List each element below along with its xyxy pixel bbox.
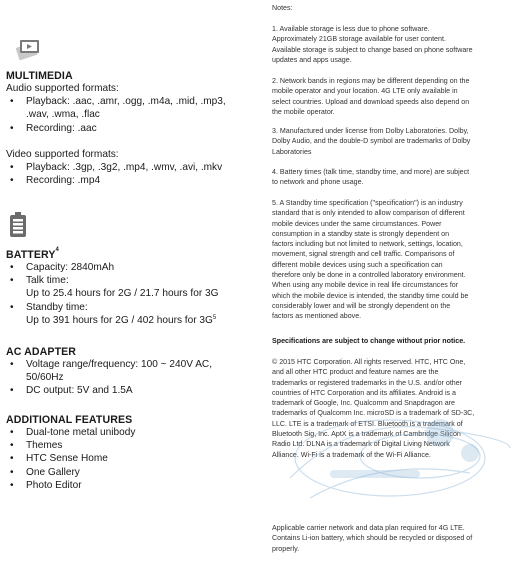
feature-item: • Dual-tone metal unibody [6, 426, 264, 439]
standby-footnote: 5 [212, 314, 217, 321]
standby-time-item: • Standby time: [6, 301, 264, 314]
note-line: When using any mobile device in real life circumstances for [272, 281, 459, 290]
note-line: Approximately 21GB storage available for user content. [272, 35, 446, 44]
note-line: factors as mentioned above. [272, 312, 362, 321]
copyright-line: trademark of Google, Inc. Qualcomm and Snapdragon are [272, 399, 455, 408]
audio-playback-item-cont: .wav, .wma, .flac [26, 109, 100, 121]
copyright-line: countries of HTC Corporation and its affiliates. Android is a [272, 388, 457, 397]
carrier-notice [272, 523, 512, 554]
feature-item: • Themes [6, 439, 264, 452]
note-line: standard that is only intended to allow comparison of different [272, 209, 465, 218]
note-line: 4. Battery times (talk time, standby time, and more) are subject [272, 168, 470, 176]
talk-time-value: Up to 25.4 hours for 2G / 21.7 hours for 3G [26, 288, 219, 300]
note-5 [272, 198, 512, 322]
copyright-line: © 2015 HTC Corporation. All rights reserved. HTC, HTC One, [272, 358, 466, 366]
copyright-line: and all other HTC product and feature names are the [272, 368, 439, 377]
note-2 [272, 76, 512, 117]
multimedia-icon [14, 34, 42, 62]
note-line: the mobile operator. [272, 107, 335, 116]
feature-item: • HTC Sense Home [6, 452, 264, 465]
multimedia-section [6, 70, 264, 187]
standby-time-value [6, 314, 264, 327]
carrier-line: Contains Li-ion battery, which should be recycled or disposed of [272, 534, 473, 543]
note-line: movement, signal strength and cell traffic. Comparisons of [272, 250, 455, 259]
video-recording-item: • Recording: .mp4 [6, 174, 264, 187]
note-line: mobile devices under the same circumstances. Power [272, 219, 442, 228]
copyright-line: trademarks of Qualcomm Inc. microSD is a trademark of SD-3C, [272, 409, 475, 418]
note-line: Laboratories [272, 147, 312, 156]
battery-title [6, 249, 264, 261]
copyright-block [272, 357, 512, 460]
note-line: to network and phone usage. [272, 178, 364, 187]
note-line: Available storage is subject to change based on phone software [272, 45, 473, 54]
voltage-item: • Voltage range/frequency: 100 ~ 240V AC, [6, 358, 264, 371]
copyright-line: Radio Ltd. DLNA is a trademark of Digital Living Network [272, 440, 450, 449]
battery-icon [9, 212, 27, 238]
note-4 [272, 167, 512, 188]
note-line: therefore only be done in a controlled laboratory environment. [272, 271, 466, 280]
audio-playback-item: • Playback: .aac, .amr, .ogg, .m4a, .mid, .mp3, [6, 95, 264, 108]
note-line: Dolby Audio, and the double-D symbol are trademarks of Dolby [272, 137, 471, 146]
standby-time-text: Up to 391 hours for 2G / 402 hours for 3G [26, 314, 213, 326]
spec-notice: Specifications are subject to change without prior notice. [272, 337, 466, 345]
note-line: considerably lower and will be strongly dependent on the [272, 301, 451, 310]
battery-capacity-item: • Capacity: 2840mAh [6, 261, 264, 274]
audio-recording-item: • Recording: .aac [6, 122, 264, 135]
note-line: 1. Available storage is less due to phone software. [272, 25, 430, 33]
note-line: factors including but not limited to network, settings, location, [272, 240, 463, 249]
note-line: mobile operator and your location. 4G LTE only available in [272, 87, 458, 96]
battery-title-footnote: 4 [55, 247, 59, 253]
note-line: updates and apps usage. [272, 55, 352, 64]
copyright-line: Alliance. Wi-Fi is a trademark of the Wi-Fi Alliance. [272, 450, 431, 459]
feature-item: • One Gallery [6, 466, 264, 479]
additional-features-section [6, 414, 264, 492]
note-line: 3. Manufactured under license from Dolby Laboratories. Dolby, [272, 127, 469, 135]
additional-features-title: ADDITIONAL FEATURES [6, 414, 133, 426]
copyright-line: LLC. LTE is a trademark of ETSI. Bluetooth is a trademark of [272, 419, 463, 428]
ac-adapter-title: AC ADAPTER [6, 346, 77, 358]
note-1 [272, 24, 512, 65]
battery-section [6, 249, 264, 327]
note-line: different mobile devices using such a specification can [272, 260, 443, 269]
note-line: 5. A Standby time specification ("specification") is an industry [272, 199, 463, 207]
feature-item: • Photo Editor [6, 479, 264, 492]
battery-title-text: BATTERY [6, 249, 56, 261]
note-line: which the mobile device is intended, the standby time could be [272, 291, 469, 300]
carrier-line: Applicable carrier network and data plan required for 4G LTE. [272, 524, 465, 532]
copyright-line: trademarks or registered trademarks in the U.S. and/or other [272, 378, 463, 387]
note-line: consumption in a standby state is strongly dependent on [272, 229, 450, 238]
note-line: 2. Network bands in regions may be different depending on the [272, 77, 470, 85]
audio-formats-heading: Audio supported formats: [6, 83, 119, 94]
note-line: select countries. Upload and download speeds also depend on [272, 97, 470, 106]
video-formats-heading: Video supported formats: [6, 148, 119, 160]
carrier-line: properly. [272, 544, 300, 553]
voltage-item-cont: 50/60Hz [26, 372, 64, 384]
video-playback-item: • Playback: .3gp, .3g2, .mp4, .wmv, .avi, .mkv [6, 161, 264, 174]
copyright-line: Bluetooth Sig, Inc. AptX is a trademark of Cambridge Silicon [272, 430, 461, 439]
talk-time-item: • Talk time: [6, 274, 264, 287]
ac-adapter-section [6, 346, 264, 398]
dc-output-item: • DC output: 5V and 1.5A [6, 384, 264, 397]
multimedia-title: MULTIMEDIA [6, 70, 73, 82]
notes-heading: Notes: [272, 4, 293, 12]
note-3 [272, 126, 512, 157]
